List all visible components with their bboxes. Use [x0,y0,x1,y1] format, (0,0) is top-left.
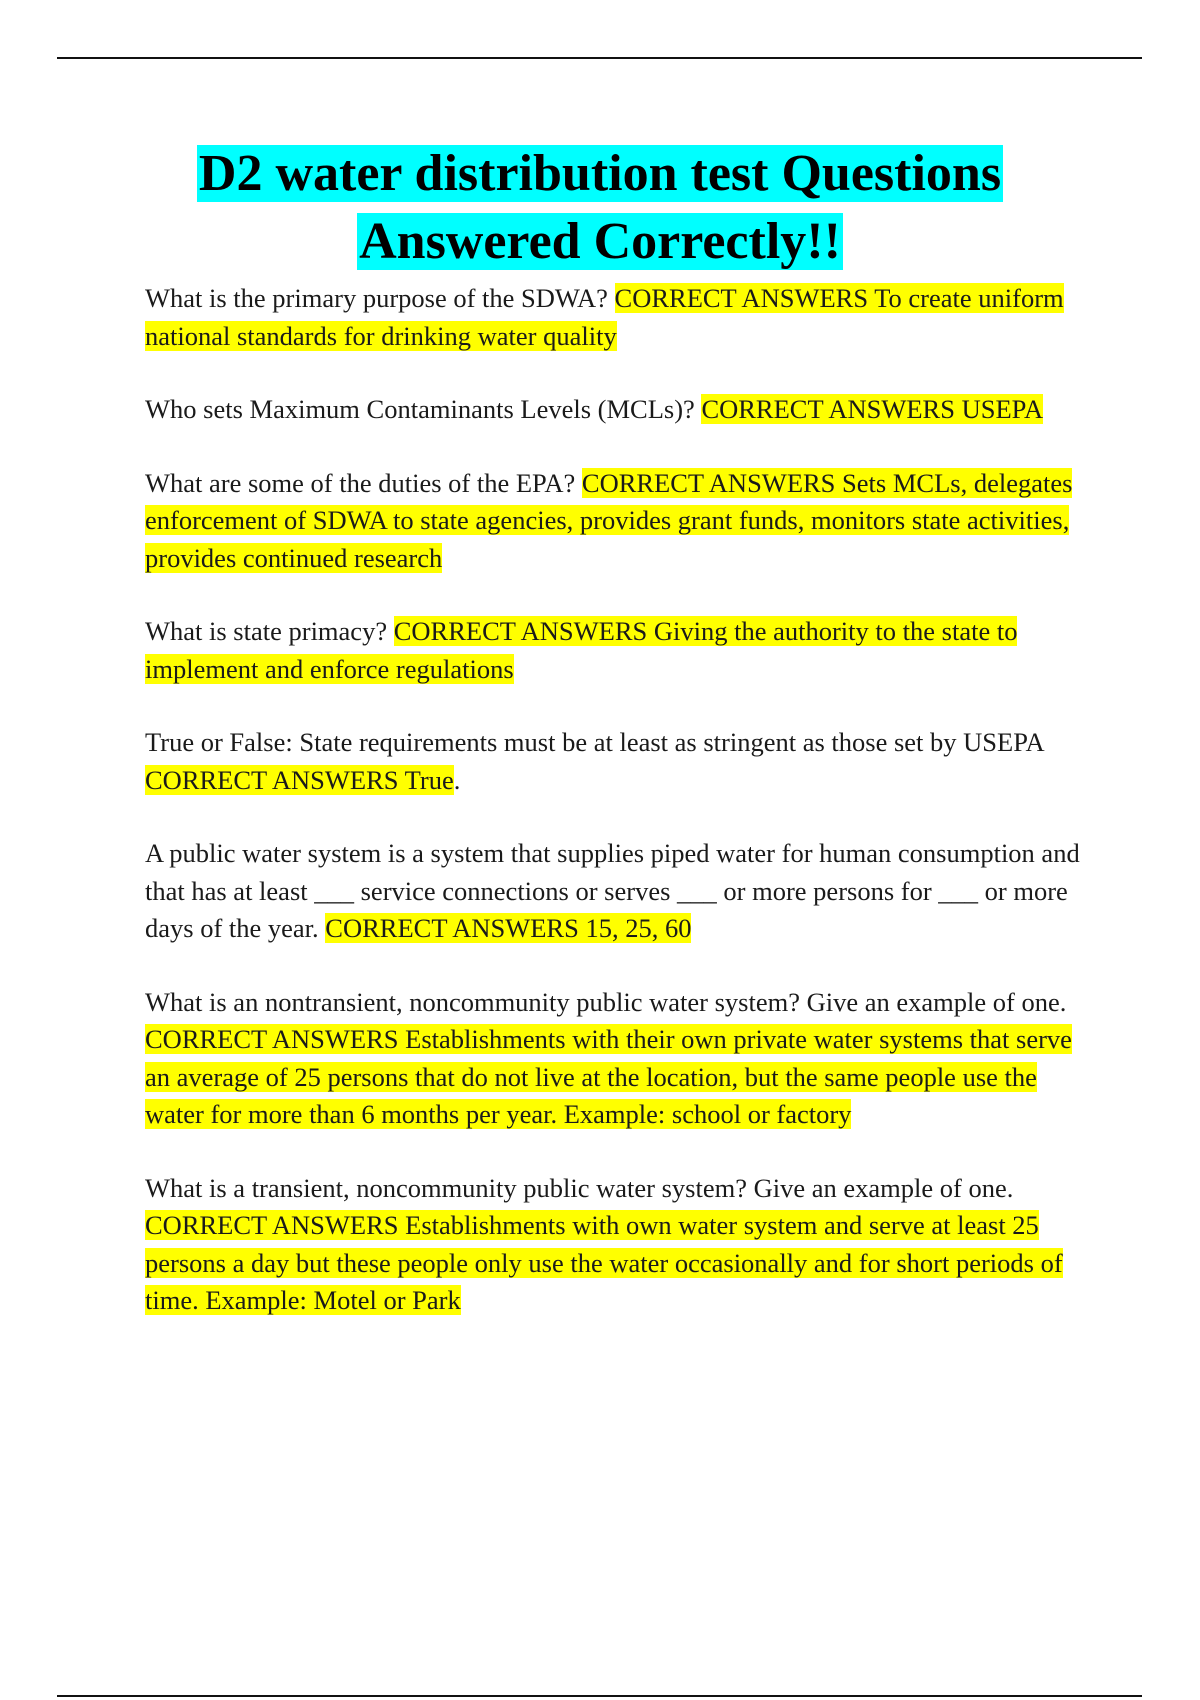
answer-text: CORRECT ANSWERS Establishments with their own private water systems that serve an average of 25 persons that do not live at the location, but the same people use the water for more than 6 months per year. Example: school or factory [145,1024,1072,1129]
question-text: A public water system is a system that supplies piped water for human consumption and that has at least ___ service connections or serves ___ or more persons for ___ or more days of the year. [145,838,1080,943]
qa-item-2 [145,391,1080,429]
question-text: True or False: State requirements must be at least as stringent as those set by USEPA [145,727,1044,757]
answer-text: CORRECT ANSWERS Giving the authority to the state to implement and enforce regulations [145,616,1018,684]
qa-item-8 [145,1170,1080,1320]
question-text: Who sets Maximum Contaminants Levels (MCLs)? [145,394,702,424]
question-text: What is the primary purpose of the SDWA? [145,283,615,313]
answer-text: CORRECT ANSWERS Establishments with own water system and serve at least 25 persons a day but these people only use the water occasionally and for short periods of time. Example: Motel or Park [145,1210,1063,1315]
qa-item-3 [145,465,1080,578]
trailing-text: . [453,764,461,795]
top-divider [57,57,1142,59]
qa-list [145,280,1080,1356]
qa-item-6 [145,835,1080,948]
answer-text: CORRECT ANSWERS USEPA [701,394,1044,424]
question-text: What is state primacy? [145,616,394,646]
page-title [60,140,1140,276]
question-text: What are some of the duties of the EPA? [145,467,582,498]
page-title-line-1: D2 water distribution test Questions [198,145,1002,202]
bottom-divider [57,1695,1142,1697]
question-text: What is an nontransient, noncommunity public water system? Give an example of one. [145,986,1067,1017]
answer-text: CORRECT ANSWERS 15, 25, 60 [325,913,692,943]
question-text: What is a transient, noncommunity public water system? Give an example of one. [145,1172,1014,1203]
page-title-line-2: Answered Correctly!! [359,213,841,270]
qa-item-4 [145,613,1080,688]
qa-item-1 [145,280,1080,355]
answer-text: CORRECT ANSWERS Sets MCLs, delegates enforcement of SDWA to state agencies, provides grant funds, monitors state activities, provides continued research [145,467,1073,573]
qa-item-5 [145,724,1080,799]
answer-text: CORRECT ANSWERS To create uniform national standards for drinking water quality [145,283,1064,351]
answer-text: CORRECT ANSWERS True [145,764,454,795]
qa-item-7 [145,984,1080,1134]
